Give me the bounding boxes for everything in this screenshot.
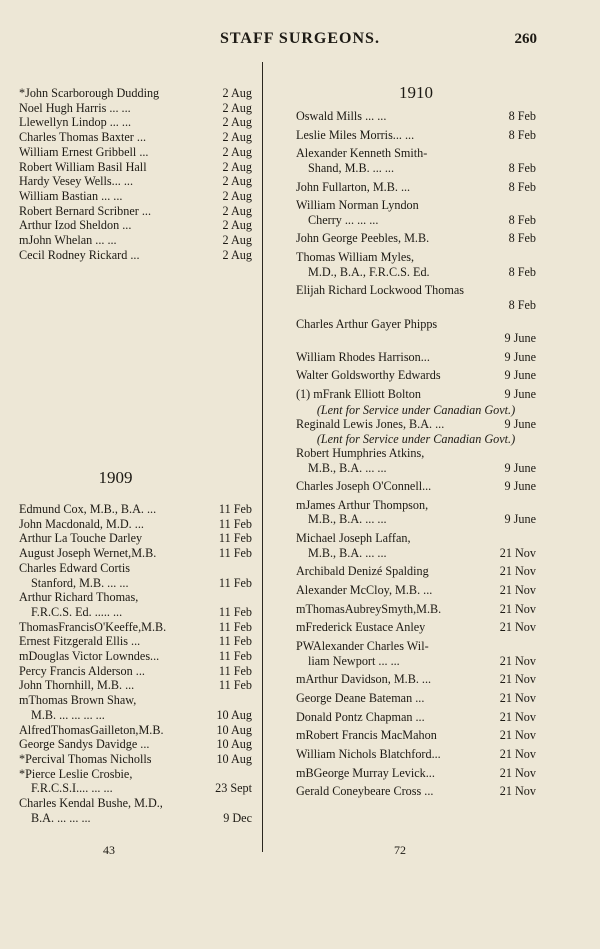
register-entry bbox=[296, 583, 536, 598]
entry-date: 21 Nov bbox=[499, 653, 536, 668]
register-entry bbox=[19, 174, 252, 189]
entry-name: Thomas William Myles, bbox=[296, 250, 415, 265]
entry-date: 2 Aug bbox=[222, 100, 252, 115]
entry-name: Charles Edward Cortis bbox=[19, 560, 131, 575]
entry-name: William Bastian ... ... bbox=[19, 188, 123, 203]
entry-date: 21 Nov bbox=[499, 765, 536, 780]
entry-date: 2 Aug bbox=[222, 174, 252, 189]
entry-date: 2 Aug bbox=[222, 218, 252, 233]
entry-date: 2 Aug bbox=[222, 159, 252, 174]
entry-name: Charles Kendal Bushe, M.D., bbox=[19, 796, 163, 811]
year-heading-1910: 1910 bbox=[399, 83, 433, 102]
register-entry bbox=[19, 752, 252, 767]
entry-name: Ernest Fitzgerald Ellis ... bbox=[19, 634, 141, 649]
register-entry bbox=[296, 198, 536, 227]
register-entry bbox=[296, 710, 536, 725]
entry-name: Oswald Mills ... ... bbox=[296, 109, 387, 123]
entry-name: William Rhodes Harrison... bbox=[296, 349, 430, 364]
right-column-1910-list bbox=[296, 109, 536, 799]
entry-name: Percy Francis Alderson ... bbox=[19, 663, 145, 678]
entry-name-continued: M.B., B.A. ... ... bbox=[308, 460, 387, 475]
entry-continuation bbox=[19, 576, 252, 591]
entry-name: John Fullarton, M.B. ... bbox=[296, 179, 411, 194]
register-entry bbox=[19, 502, 252, 517]
register-entry bbox=[19, 86, 252, 101]
register-entry bbox=[19, 546, 252, 561]
entry-name: Arthur Richard Thomas, bbox=[19, 590, 139, 605]
entry-name: Archibald Denizé Spalding bbox=[296, 564, 429, 579]
entry-name: Alexander Kenneth Smith- bbox=[296, 146, 428, 161]
entry-name: Charles Arthur Gayer Phipps bbox=[296, 316, 438, 331]
entry-date: 8 Feb bbox=[508, 127, 536, 142]
register-entry bbox=[19, 531, 252, 546]
entry-name: Michael Joseph Laffan, bbox=[296, 531, 411, 546]
entry-name: *Pierce Leslie Crosbie, bbox=[19, 766, 133, 781]
entry-name: Reginald Lewis Jones, B.A. ... bbox=[296, 416, 445, 431]
register-entry bbox=[296, 109, 536, 124]
entry-date: 9 June bbox=[504, 349, 536, 364]
page-number: 260 bbox=[514, 31, 537, 47]
entry-name: mArthur Davidson, M.B. ... bbox=[296, 672, 432, 687]
register-entry bbox=[19, 233, 252, 248]
entry-date: 21 Nov bbox=[499, 601, 536, 616]
register-entry bbox=[19, 767, 252, 796]
entry-name-continued: F.R.C.S.I.... ... ... bbox=[31, 781, 113, 796]
entry-name: mThomas Brown Shaw, bbox=[19, 693, 137, 708]
entry-name: Gerald Coneybeare Cross ... bbox=[296, 784, 434, 799]
entry-name: Noel Hugh Harris ... ... bbox=[19, 100, 131, 115]
register-entry bbox=[19, 115, 252, 130]
register-entry bbox=[19, 189, 252, 204]
entry-name: mFrederick Eustace Anley bbox=[296, 620, 426, 635]
entry-date: 11 Feb bbox=[218, 604, 252, 619]
entry-date: 8 Feb bbox=[508, 212, 536, 227]
entry-name: John George Peebles, M.B. bbox=[296, 231, 430, 246]
register-entry bbox=[19, 204, 252, 219]
entry-name-continued: M.D., B.A., F.R.C.S. Ed. bbox=[308, 264, 430, 279]
entry-name: mThomasAubreySmyth,M.B. bbox=[296, 601, 442, 616]
register-entry bbox=[296, 564, 536, 579]
entry-name: Edmund Cox, M.B., B.A. ... bbox=[19, 502, 157, 516]
entry-name: Arthur La Touche Darley bbox=[19, 531, 143, 546]
register-entry bbox=[296, 387, 536, 402]
register-entry bbox=[19, 101, 252, 116]
entry-date: 9 June bbox=[504, 512, 536, 527]
register-entry bbox=[296, 747, 536, 762]
entry-date: 8 Feb bbox=[508, 297, 536, 312]
entry-date: 23 Sept bbox=[215, 781, 252, 796]
entry-name: Cecil Rodney Rickard ... bbox=[19, 247, 140, 262]
page-title: STAFF SURGEONS. bbox=[220, 30, 380, 47]
register-entry bbox=[296, 639, 536, 668]
entry-name: ThomasFrancisO'Keeffe,M.B. bbox=[19, 619, 167, 634]
entry-continuation bbox=[296, 654, 536, 669]
entry-date: 8 Feb bbox=[508, 264, 536, 279]
entry-date: 10 Aug bbox=[216, 751, 252, 766]
entry-name: PWAlexander Charles Wil- bbox=[296, 639, 429, 654]
entry-continuation bbox=[296, 331, 536, 346]
register-entry bbox=[296, 446, 536, 475]
entry-name: mBGeorge Murray Levick... bbox=[296, 765, 435, 780]
column-divider bbox=[262, 62, 263, 852]
entry-date: 10 Aug bbox=[216, 722, 252, 737]
entry-date: 21 Nov bbox=[499, 545, 536, 560]
entry-date: 11 Feb bbox=[218, 575, 252, 590]
entry-name: Robert Humphries Atkins, bbox=[296, 446, 425, 461]
register-entry bbox=[296, 250, 536, 279]
entry-name: Walter Goldsworthy Edwards bbox=[296, 368, 441, 383]
entry-date: 10 Aug bbox=[216, 707, 252, 722]
entry-name-continued: Stanford, M.B. ... ... bbox=[31, 575, 129, 590]
entry-name: William Norman Lyndon bbox=[296, 198, 419, 213]
service-note: (Lent for Service under Canadian Govt.) bbox=[316, 402, 516, 417]
entry-name-continued: Shand, M.B. ... ... bbox=[308, 160, 394, 175]
register-entry bbox=[19, 160, 252, 175]
entry-name-continued: liam Newport ... ... bbox=[308, 653, 400, 668]
entry-continuation bbox=[19, 708, 252, 723]
entry-continuation bbox=[19, 781, 252, 796]
register-entry bbox=[19, 145, 252, 160]
register-entry bbox=[19, 664, 252, 679]
entry-date: 2 Aug bbox=[222, 130, 252, 145]
entry-name: George Sandys Davidge ... bbox=[19, 737, 150, 752]
entry-date: 2 Aug bbox=[222, 188, 252, 203]
left-column-top-list bbox=[19, 86, 252, 262]
entry-date: 21 Nov bbox=[499, 747, 536, 761]
register-entry bbox=[296, 479, 536, 494]
entry-date: 11 Feb bbox=[218, 531, 252, 546]
entry-name: mJohn Whelan ... ... bbox=[19, 233, 117, 248]
entry-continuation bbox=[19, 811, 252, 826]
register-entry bbox=[19, 693, 252, 722]
entry-date: 2 Aug bbox=[222, 115, 252, 130]
entry-name: (1) mFrank Elliott Bolton bbox=[296, 387, 421, 402]
entry-continuation bbox=[296, 546, 536, 561]
entry-name: Charles Joseph O'Connell... bbox=[296, 479, 432, 494]
entry-name: John Thornhill, M.B. ... bbox=[19, 678, 135, 693]
entry-date: 9 June bbox=[504, 387, 536, 402]
entry-date: 11 Feb bbox=[218, 678, 252, 693]
entry-continuation bbox=[296, 298, 536, 313]
entry-name: George Deane Bateman ... bbox=[296, 690, 425, 705]
register-entry bbox=[19, 723, 252, 738]
register-entry bbox=[296, 602, 536, 617]
entry-name: William Nichols Blatchford... bbox=[296, 747, 441, 761]
entry-name: Robert William Basil Hall bbox=[19, 159, 147, 174]
register-entry bbox=[296, 146, 536, 175]
entry-name: John Macdonald, M.D. ... bbox=[19, 516, 144, 531]
entry-name: mDouglas Victor Lowndes... bbox=[19, 649, 160, 664]
register-entry bbox=[19, 517, 252, 532]
register-entry bbox=[296, 368, 536, 383]
entry-name: Llewellyn Lindop ... ... bbox=[19, 115, 132, 130]
entry-name: *Percival Thomas Nicholls bbox=[19, 751, 152, 766]
register-entry bbox=[296, 231, 536, 246]
register-entry bbox=[19, 737, 252, 752]
register-entry bbox=[19, 590, 252, 619]
register-entry bbox=[19, 796, 252, 825]
entry-name: Leslie Miles Morris... ... bbox=[296, 127, 415, 142]
entry-name-continued: Cherry ... ... ... bbox=[308, 212, 379, 227]
entry-date: 21 Nov bbox=[499, 620, 536, 635]
entry-date: 11 Feb bbox=[218, 516, 252, 531]
entry-date: 11 Feb bbox=[218, 634, 252, 649]
entry-name-continued: M.B., B.A. ... ... bbox=[308, 545, 387, 560]
entry-date: 2 Aug bbox=[222, 86, 252, 100]
entry-name: Hardy Vesey Wells... ... bbox=[19, 174, 133, 189]
entry-name: mRobert Francis MacMahon bbox=[296, 728, 437, 743]
register-entry bbox=[19, 649, 252, 664]
right-column-1910 bbox=[296, 83, 536, 103]
entry-date: 21 Nov bbox=[499, 709, 536, 724]
entry-date: 11 Feb bbox=[218, 619, 252, 634]
entry-date: 10 Aug bbox=[216, 737, 252, 752]
entry-date: 9 June bbox=[504, 368, 536, 383]
register-entry bbox=[19, 248, 252, 263]
entry-date: 21 Nov bbox=[499, 728, 536, 743]
entry-name-continued: M.B. ... ... ... ... bbox=[31, 707, 105, 722]
entry-date: 8 Feb bbox=[508, 231, 536, 246]
register-entry bbox=[19, 678, 252, 693]
entry-name: August Joseph Wernet,M.B. bbox=[19, 546, 157, 561]
register-entry bbox=[296, 672, 536, 687]
register-entry bbox=[19, 634, 252, 649]
register-entry bbox=[296, 283, 536, 312]
entry-name: Arthur Izod Sheldon ... bbox=[19, 218, 132, 233]
entry-date: 8 Feb bbox=[508, 160, 536, 175]
entry-date: 21 Nov bbox=[499, 583, 536, 597]
entry-date: 9 June bbox=[504, 479, 536, 494]
entry-name: Robert Bernard Scribner ... bbox=[19, 203, 151, 218]
entry-date: 2 Aug bbox=[222, 233, 252, 248]
entry-continuation bbox=[296, 161, 536, 176]
entry-name: mJames Arthur Thompson, bbox=[296, 497, 429, 512]
entry-name: AlfredThomasGailleton,M.B. bbox=[19, 722, 164, 737]
entry-continuation bbox=[296, 265, 536, 280]
entry-date: 11 Feb bbox=[218, 649, 252, 664]
left-column-1909-list bbox=[19, 502, 252, 825]
entry-date: 21 Nov bbox=[499, 564, 536, 579]
entry-date: 8 Feb bbox=[508, 179, 536, 194]
entry-continuation bbox=[19, 605, 252, 620]
register-entry bbox=[19, 130, 252, 145]
entry-name-continued: M.B., B.A. ... ... bbox=[308, 512, 387, 527]
register-entry bbox=[296, 691, 536, 706]
register-entry bbox=[296, 728, 536, 743]
entry-continuation bbox=[296, 512, 536, 527]
register-entry bbox=[19, 620, 252, 635]
entry-date: 21 Nov bbox=[499, 672, 536, 687]
entry-date: 9 June bbox=[504, 331, 536, 345]
register-entry bbox=[19, 218, 252, 233]
register-entry bbox=[296, 128, 536, 143]
entry-date: 2 Aug bbox=[222, 247, 252, 262]
year-heading-1909: 1909 bbox=[98, 468, 133, 487]
register-entry bbox=[296, 180, 536, 195]
register-entry bbox=[19, 561, 252, 590]
entry-date: 9 June bbox=[504, 416, 536, 431]
entry-date: 21 Nov bbox=[499, 690, 536, 705]
register-entry bbox=[296, 784, 536, 799]
entry-date: 8 Feb bbox=[508, 109, 536, 123]
register-entry bbox=[296, 417, 536, 432]
register-entry bbox=[296, 317, 536, 346]
entry-date: 11 Feb bbox=[218, 502, 252, 516]
register-entry bbox=[296, 531, 536, 560]
entry-name-continued: F.R.C.S. Ed. ..... ... bbox=[31, 604, 123, 619]
entry-name: William Ernest Gribbell ... bbox=[19, 144, 149, 159]
entry-name-continued: B.A. ... ... ... bbox=[31, 810, 91, 825]
register-entry bbox=[296, 350, 536, 365]
entry-continuation bbox=[296, 461, 536, 476]
entry-name: Charles Thomas Baxter ... bbox=[19, 130, 147, 145]
entry-date: 2 Aug bbox=[222, 144, 252, 159]
entry-date: 9 Dec bbox=[223, 810, 252, 825]
register-entry bbox=[296, 766, 536, 781]
entry-name: *John Scarborough Dudding bbox=[19, 86, 160, 100]
register-entry bbox=[296, 620, 536, 635]
entry-date: 11 Feb bbox=[218, 546, 252, 561]
entry-name: Donald Pontz Chapman ... bbox=[296, 709, 425, 724]
service-note: (Lent for Service under Canadian Govt.) bbox=[316, 432, 516, 447]
left-column-1909 bbox=[19, 468, 252, 488]
entry-name: Elijah Richard Lockwood Thomas bbox=[296, 283, 464, 298]
entry-date: 21 Nov bbox=[499, 784, 536, 799]
entry-continuation bbox=[296, 213, 536, 228]
entry-date: 2 Aug bbox=[222, 203, 252, 218]
entry-date: 9 June bbox=[504, 460, 536, 475]
entry-name: Alexander McCloy, M.B. ... bbox=[296, 583, 433, 597]
register-entry bbox=[296, 498, 536, 527]
entry-date: 11 Feb bbox=[218, 663, 252, 678]
footer-right-number: 72 bbox=[394, 843, 406, 857]
footer-left-number: 43 bbox=[103, 843, 115, 857]
